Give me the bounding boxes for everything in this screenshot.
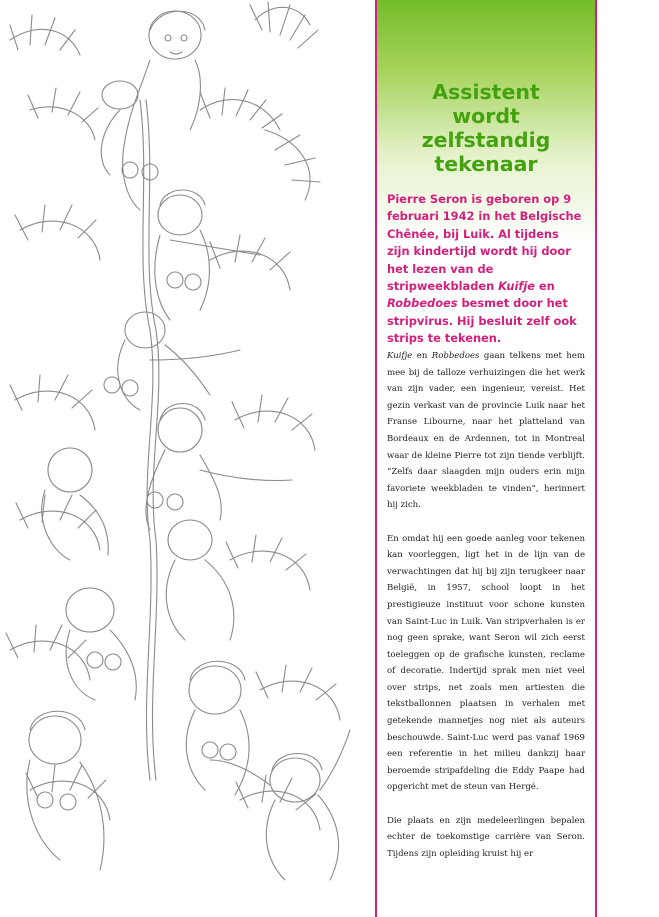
magazine-name-robbedoes: Robbedoes [431, 351, 480, 361]
article-panel [375, 0, 597, 917]
title-line-2: wordt zelfstandig [421, 104, 551, 152]
title-line-1: Assistent [432, 80, 540, 104]
intro-text-1: Pierre Seron is geboren op 9 februari 1942 in het Belgische Chênée, bij Luik. Al tijdens zijn kindertijd wordt hij door het lezen van de stripweekbladen [387, 192, 582, 294]
header-band [377, 0, 595, 348]
page-margin [597, 0, 659, 917]
intro-text-2: en [534, 279, 555, 294]
body-p1-text-2: gaan telkens met hem mee bij de talloze verhuizingen die het werk van zijn vader, een ingenieur, vereist. Het gezin verkast van de provincie Luik naar het Franse Libourne, naar het platteland van Bordeaux en de Ardennen, tot in Montreal waar de kleine Pierre tot zijn tiende verblijft. “Zelfs daar slaagden mijn ouders erin mijn favoriete weekbladen te vinden”, herinnert hij zich. [387, 351, 586, 511]
intro-paragraph [387, 191, 585, 348]
body-paragraph-3: Die plaats en zijn medeleerlingen bepalen echter de toekomstige carrière van Seron. Tijdens zijn opleiding kruist hij er [387, 815, 585, 859]
body-paragraph-1 [387, 348, 585, 514]
magazine-name-robbedoes: Robbedoes [387, 296, 458, 311]
article-title [387, 80, 585, 176]
magazine-name-kuifje: Kuifje [387, 351, 413, 361]
magazine-name-kuifje: Kuifje [498, 279, 535, 294]
body-p1-text-1: en [412, 351, 432, 361]
intro-text-3: besmet door het stripvirus. Hij besluit zelf ook strips te tekenen. [387, 296, 577, 346]
title-line-3: tekenaar [434, 152, 538, 176]
body-paragraph-2: En omdat hij een goede aanleg voor tekenen kan voorleggen, ligt het in de lijn van de verwachtingen dat hij bij zijn terugkeer naar België, in 1957, school loopt in het prestigieuze instituut voor schone kunsten van Saint-Luc in Luik. Van stripverhalen is er nog geen sprake, want Seron wil zich eerst toeleggen op de grafische kunsten, reclame of decoratie. Indertijd sprak men niet veel over strips, net zoals men artiesten die tekstballonnen plaatsen in verhalen met getekende mannetjes nog niet als auteurs beschouwde. Saint-Luc werd pas vanaf 1969 een referentie in het milieu dankzij haar beroemde stripafdeling die Eddy Paape had opgericht met de steun van Hergé. [387, 533, 585, 793]
article-body [377, 348, 595, 862]
